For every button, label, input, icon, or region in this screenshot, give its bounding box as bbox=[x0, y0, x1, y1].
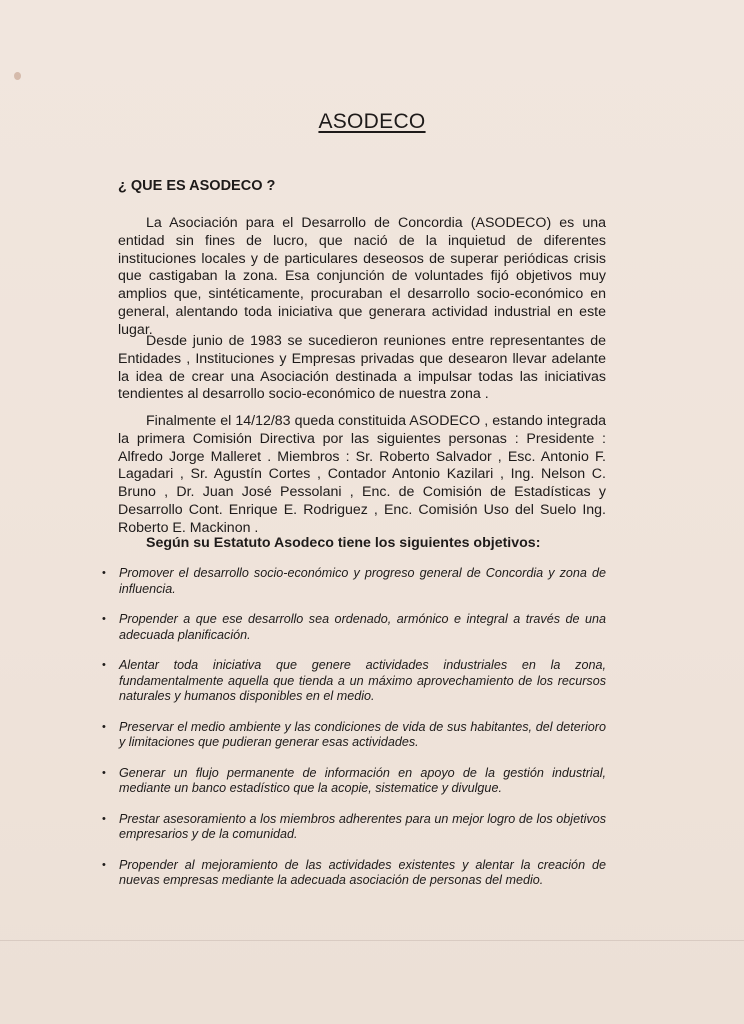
document-title: ASODECO bbox=[318, 110, 426, 133]
objective-text: Generar un flujo permanente de información en apoyo de la gestión industrial, mediante un banco estadístico que la acopie, sistematice y divulgue. bbox=[119, 765, 606, 795]
bullet-icon: • bbox=[102, 858, 106, 871]
objective-text: Prestar asesoramiento a los miembros adherentes para un mejor logro de los objetivos empresarios y de la comunidad. bbox=[119, 811, 606, 841]
objective-item bbox=[100, 658, 606, 705]
paragraph-founding: Finalmente el 14/12/83 queda constituida ASODECO , estando integrada la primera Comisión Directiva por las siguientes personas : Presidente : Alfredo Jorge Malleret . Miembros : Sr. Roberto Salvador , Esc. Antonio F. Lagadari , Sr. Agustín Cortes , Contador Antonio Kazilari , Ing. Nelson C. Bruno , Dr. Juan José Pessolani , Enc. de Comisión de Estadísticas y Desarrollo Cont. Enrique E. Rodriguez , Enc. Comisión Uso del Suelo Ing. Roberto E. Mackinon . bbox=[118, 413, 606, 536]
objective-text: Propender al mejoramiento de las actividades existentes y alentar la creación de nuevas empresas mediante la adecuada asociación de personas del medio. bbox=[119, 857, 606, 887]
section-heading-que-es: ¿ QUE ES ASODECO ? bbox=[118, 178, 276, 194]
objective-item bbox=[100, 566, 606, 597]
bullet-icon: • bbox=[102, 766, 106, 779]
objective-item bbox=[100, 812, 606, 843]
bullet-icon: • bbox=[102, 659, 106, 671]
objective-item bbox=[100, 766, 606, 797]
bullet-icon: • bbox=[102, 720, 106, 733]
objective-text: Propender a que ese desarrollo sea ordenado, armónico e integral a través de una adecuada planificación. bbox=[119, 612, 606, 642]
bullet-icon: • bbox=[102, 567, 106, 579]
objective-text: Preservar el medio ambiente y las condiciones de vida de sus habitantes, del deterioro y limitaciones que pudieran generar esas actividades. bbox=[119, 719, 606, 749]
paper-stain bbox=[14, 72, 21, 80]
paragraph-intro: La Asociación para el Desarrollo de Concordia (ASODECO) es una entidad sin fines de lucro, que nació de la inquietud de diferentes instituciones locales y de particulares deseosos de superar periódicas crisis que castigaban la zona. Esa conjunción de voluntades fijó objetivos muy amplios que, sintéticamente, procuraban el desarrollo socio-económico en general, alentando toda iniciativa que generara actividad industrial en este lugar. bbox=[118, 215, 606, 338]
paragraph-history: Desde junio de 1983 se sucedieron reuniones entre representantes de Entidades , Instituciones y Empresas privadas que desearon llevar adelante la idea de crear una Asociación destinada a impulsar todas las iniciativas tendientes al desarrollo socio-económico de nuestra zona . bbox=[118, 333, 606, 403]
bullet-icon: • bbox=[102, 812, 106, 825]
objective-text: Promover el desarrollo socio-económico y progreso general de Concordia y zona de influencia. bbox=[119, 566, 606, 596]
objectives-heading: Según su Estatuto Asodeco tiene los siguientes objetivos: bbox=[146, 535, 541, 551]
objective-item bbox=[100, 858, 606, 889]
paper-fold-line bbox=[0, 940, 744, 941]
objective-item bbox=[100, 720, 606, 751]
objectives-list bbox=[100, 566, 606, 904]
bullet-icon: • bbox=[102, 613, 106, 625]
objective-item bbox=[100, 612, 606, 643]
objective-text: Alentar toda iniciativa que genere actividades industriales en la zona, fundamentalmente aquella que tienda a un máximo aprovechamiento de los recursos naturales y humanos disponibles en el medio. bbox=[119, 658, 606, 703]
